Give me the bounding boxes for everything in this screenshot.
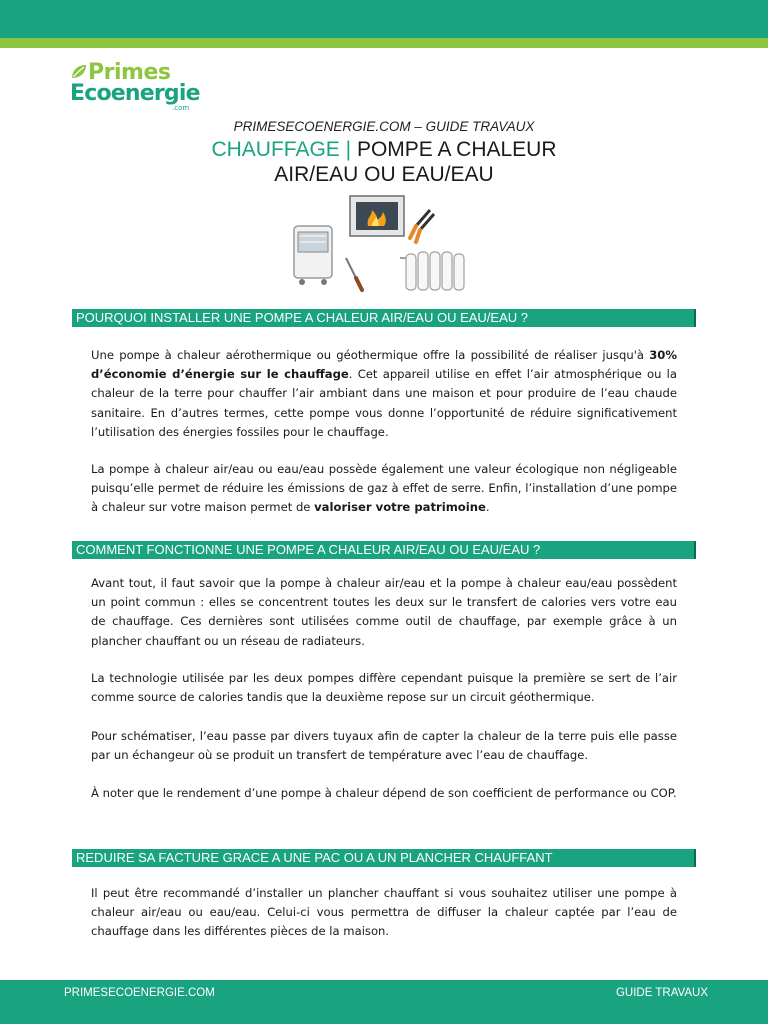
title-rest: POMPE A CHALEUR [351, 138, 557, 161]
logo-text-ecoenergie: Ecoenergie [70, 81, 200, 106]
radiator-icon [400, 252, 464, 290]
paragraph-how-1: Avant tout, il faut savoir que la pompe à chaleur air/eau et la pompe à chaleur eau/eau possèdent un point commun : elles se concentrent toutes les deux sur le transfert de calories vers votre eau de chauffage. Ces dernières sont utilisées comme outil de chauffage, par exemple grâce à un plancher chauffant ou un réseau de radiateurs. [91, 576, 677, 648]
title-accent: CHAUFFAGE | [211, 138, 352, 161]
heating-illustration [288, 192, 472, 296]
header-stripe [0, 38, 768, 48]
document-subtitle: PRIMESECOENERGIE.COM – GUIDE TRAVAUX [233, 119, 535, 134]
title-line2: AIR/EAU OU EAU/EAU [274, 163, 494, 186]
paragraph-why-2: La pompe à chaleur air/eau ou eau/eau possède également une valeur écologique non négligeable puisqu’elle permet de réduire les émissions de gaz à effet de serre. Enfin, l’installation d’une pompe à chaleur sur votre maison permet de valoriser votre patrimoine. [91, 462, 677, 515]
logo-text-com: .com [172, 104, 190, 112]
section-heading-why: POURQUOI INSTALLER UNE POMPE A CHALEUR AIR/EAU OU EAU/EAU ? [72, 309, 696, 327]
screwdriver-icon [346, 258, 362, 290]
paragraph-how-2: La technologie utilisée par les deux pompes diffère cependant puisque la première se sert de l’air comme source de calories tandis que la deuxième repose sur un circuit géothermique. [91, 671, 677, 705]
logo-text-primes: Primes [88, 60, 171, 85]
footer-band [0, 980, 768, 1024]
fireplace-icon [350, 196, 404, 236]
section-heading-reduce: REDUIRE SA FACTURE GRACE A UNE PAC OU A UN PLANCHER CHAUFFANT [72, 849, 696, 867]
footer-guide: GUIDE TRAVAUX [615, 987, 708, 999]
paragraph-how-3: Pour schématiser, l’eau passe par divers tuyaux afin de capter la chaleur de la terre puis elle passe par un échangeur où se produit un transfert de température avec l’eau de chauffage. [91, 729, 677, 763]
logo [70, 62, 200, 114]
leaf-icon [70, 64, 88, 80]
footer-site: PRIMESECOENERGIE.COM [64, 987, 215, 999]
paragraph-how-4: À noter que le rendement d’une pompe à chaleur dépend de son coefficient de performance ou COP. [91, 786, 677, 800]
paragraph-reduce-1: Il peut être recommandé d’installer un plancher chauffant si vous souhaitez utiliser une pompe à chaleur air/eau ou eau/eau. Celui-ci vous permettra de diffuser la chaleur captée par l’eau de chauffage dans les différentes pièces de la maison. [91, 886, 677, 939]
paragraph-why-1: Une pompe à chaleur aérothermique ou géothermique offre la possibilité de réaliser jusqu'à 30% d’économie d’énergie sur le chauffage. Cet appareil utilise en effet l’air atmosphérique ou la chaleur de la terre pour chauffer l’air ambiant dans une maison et pour produire de l’eau chaude sanitaire. En d’autres termes, cette pompe vous donne l’opportunité de réduire significativement l’utilisation des énergies fossiles pour le chauffage. [91, 348, 677, 439]
section-heading-how: COMMENT FONCTIONNE UNE POMPE A CHALEUR AIR/EAU OU EAU/EAU ? [72, 541, 696, 559]
header-band [0, 0, 768, 38]
heat-pump-icon [294, 226, 332, 285]
document-title [0, 137, 768, 187]
pliers-icon [410, 210, 434, 242]
